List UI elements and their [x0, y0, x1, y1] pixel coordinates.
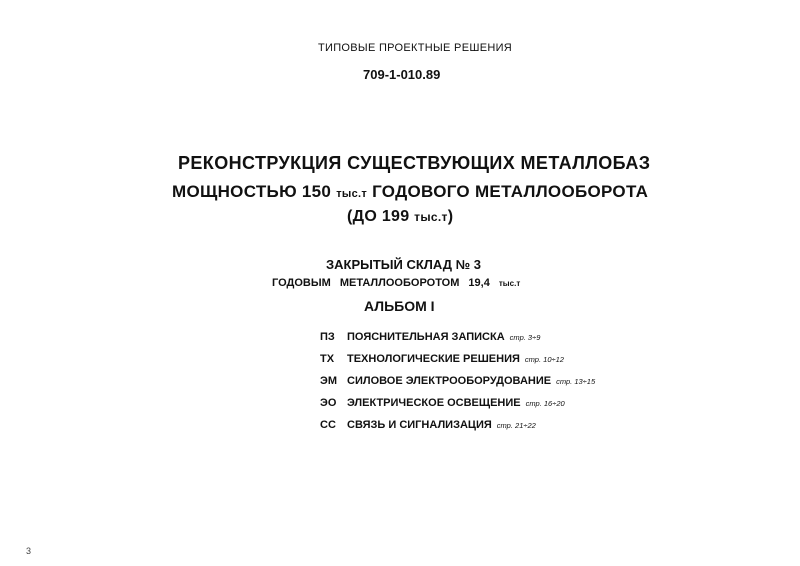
section-pages: стр. 21÷22	[496, 421, 536, 430]
section-pages: стр. 16÷20	[525, 399, 565, 408]
title-line-3	[347, 208, 453, 226]
section-title: ЭЛЕКТРИЧЕСКОЕ ОСВЕЩЕНИЕ	[347, 397, 521, 409]
section-title: СИЛОВОЕ ЭЛЕКТРООБОРУДОВАНИЕ	[347, 375, 552, 387]
document-code: 709-1-010.89	[363, 67, 441, 82]
subtitle-line-2-text: ГОДОВЫМ МЕТАЛЛООБОРОТОМ 19,4	[272, 277, 490, 289]
list-item	[320, 397, 595, 419]
title-line-2-end: ГОДОВОГО МЕТАЛЛООБОРОТА	[372, 182, 649, 201]
section-title: СВЯЗЬ И СИГНАЛИЗАЦИЯ	[347, 419, 492, 431]
section-pages: стр. 10÷12	[524, 355, 564, 364]
section-pages: стр. 3÷9	[509, 333, 541, 342]
section-code: ТХ	[320, 353, 335, 365]
section-code: ЭО	[320, 397, 337, 409]
contents-list	[320, 331, 595, 441]
title-line-3-start: (ДО 199	[347, 208, 410, 225]
section-title: ПОЯСНИТЕЛЬНАЯ ЗАПИСКА	[347, 331, 505, 343]
title-line-2-start: МОЩНОСТЬЮ 150	[172, 182, 332, 201]
section-code: ЭМ	[320, 375, 337, 387]
list-item	[320, 331, 595, 353]
list-item	[320, 353, 595, 375]
section-code: СС	[320, 419, 336, 431]
section-title: ТЕХНОЛОГИЧЕСКИЕ РЕШЕНИЯ	[347, 353, 520, 365]
title-line-2	[172, 182, 648, 202]
title-line-1: РЕКОНСТРУКЦИЯ СУЩЕСТВУЮЩИХ МЕТАЛЛОБАЗ	[178, 153, 651, 173]
section-pages: стр. 13÷15	[556, 377, 596, 386]
title-line-3-unit: тыс.т	[414, 210, 448, 224]
title-line-3-end: )	[447, 208, 454, 225]
list-item	[320, 419, 595, 441]
subtitle-line-2	[272, 277, 520, 289]
title-line-2-unit: тыс.т	[336, 188, 368, 200]
subtitle-line-1: ЗАКРЫТЫЙ СКЛАД № 3	[326, 257, 482, 272]
subtitle-line-2-unit: тыс.т	[498, 279, 521, 288]
section-code: ПЗ	[320, 331, 335, 343]
list-item	[320, 375, 595, 397]
series-label: ТИПОВЫЕ ПРОЕКТНЫЕ РЕШЕНИЯ	[318, 42, 513, 54]
album-label: АЛЬБОМ I	[364, 298, 435, 314]
corner-mark: 3	[26, 546, 32, 556]
